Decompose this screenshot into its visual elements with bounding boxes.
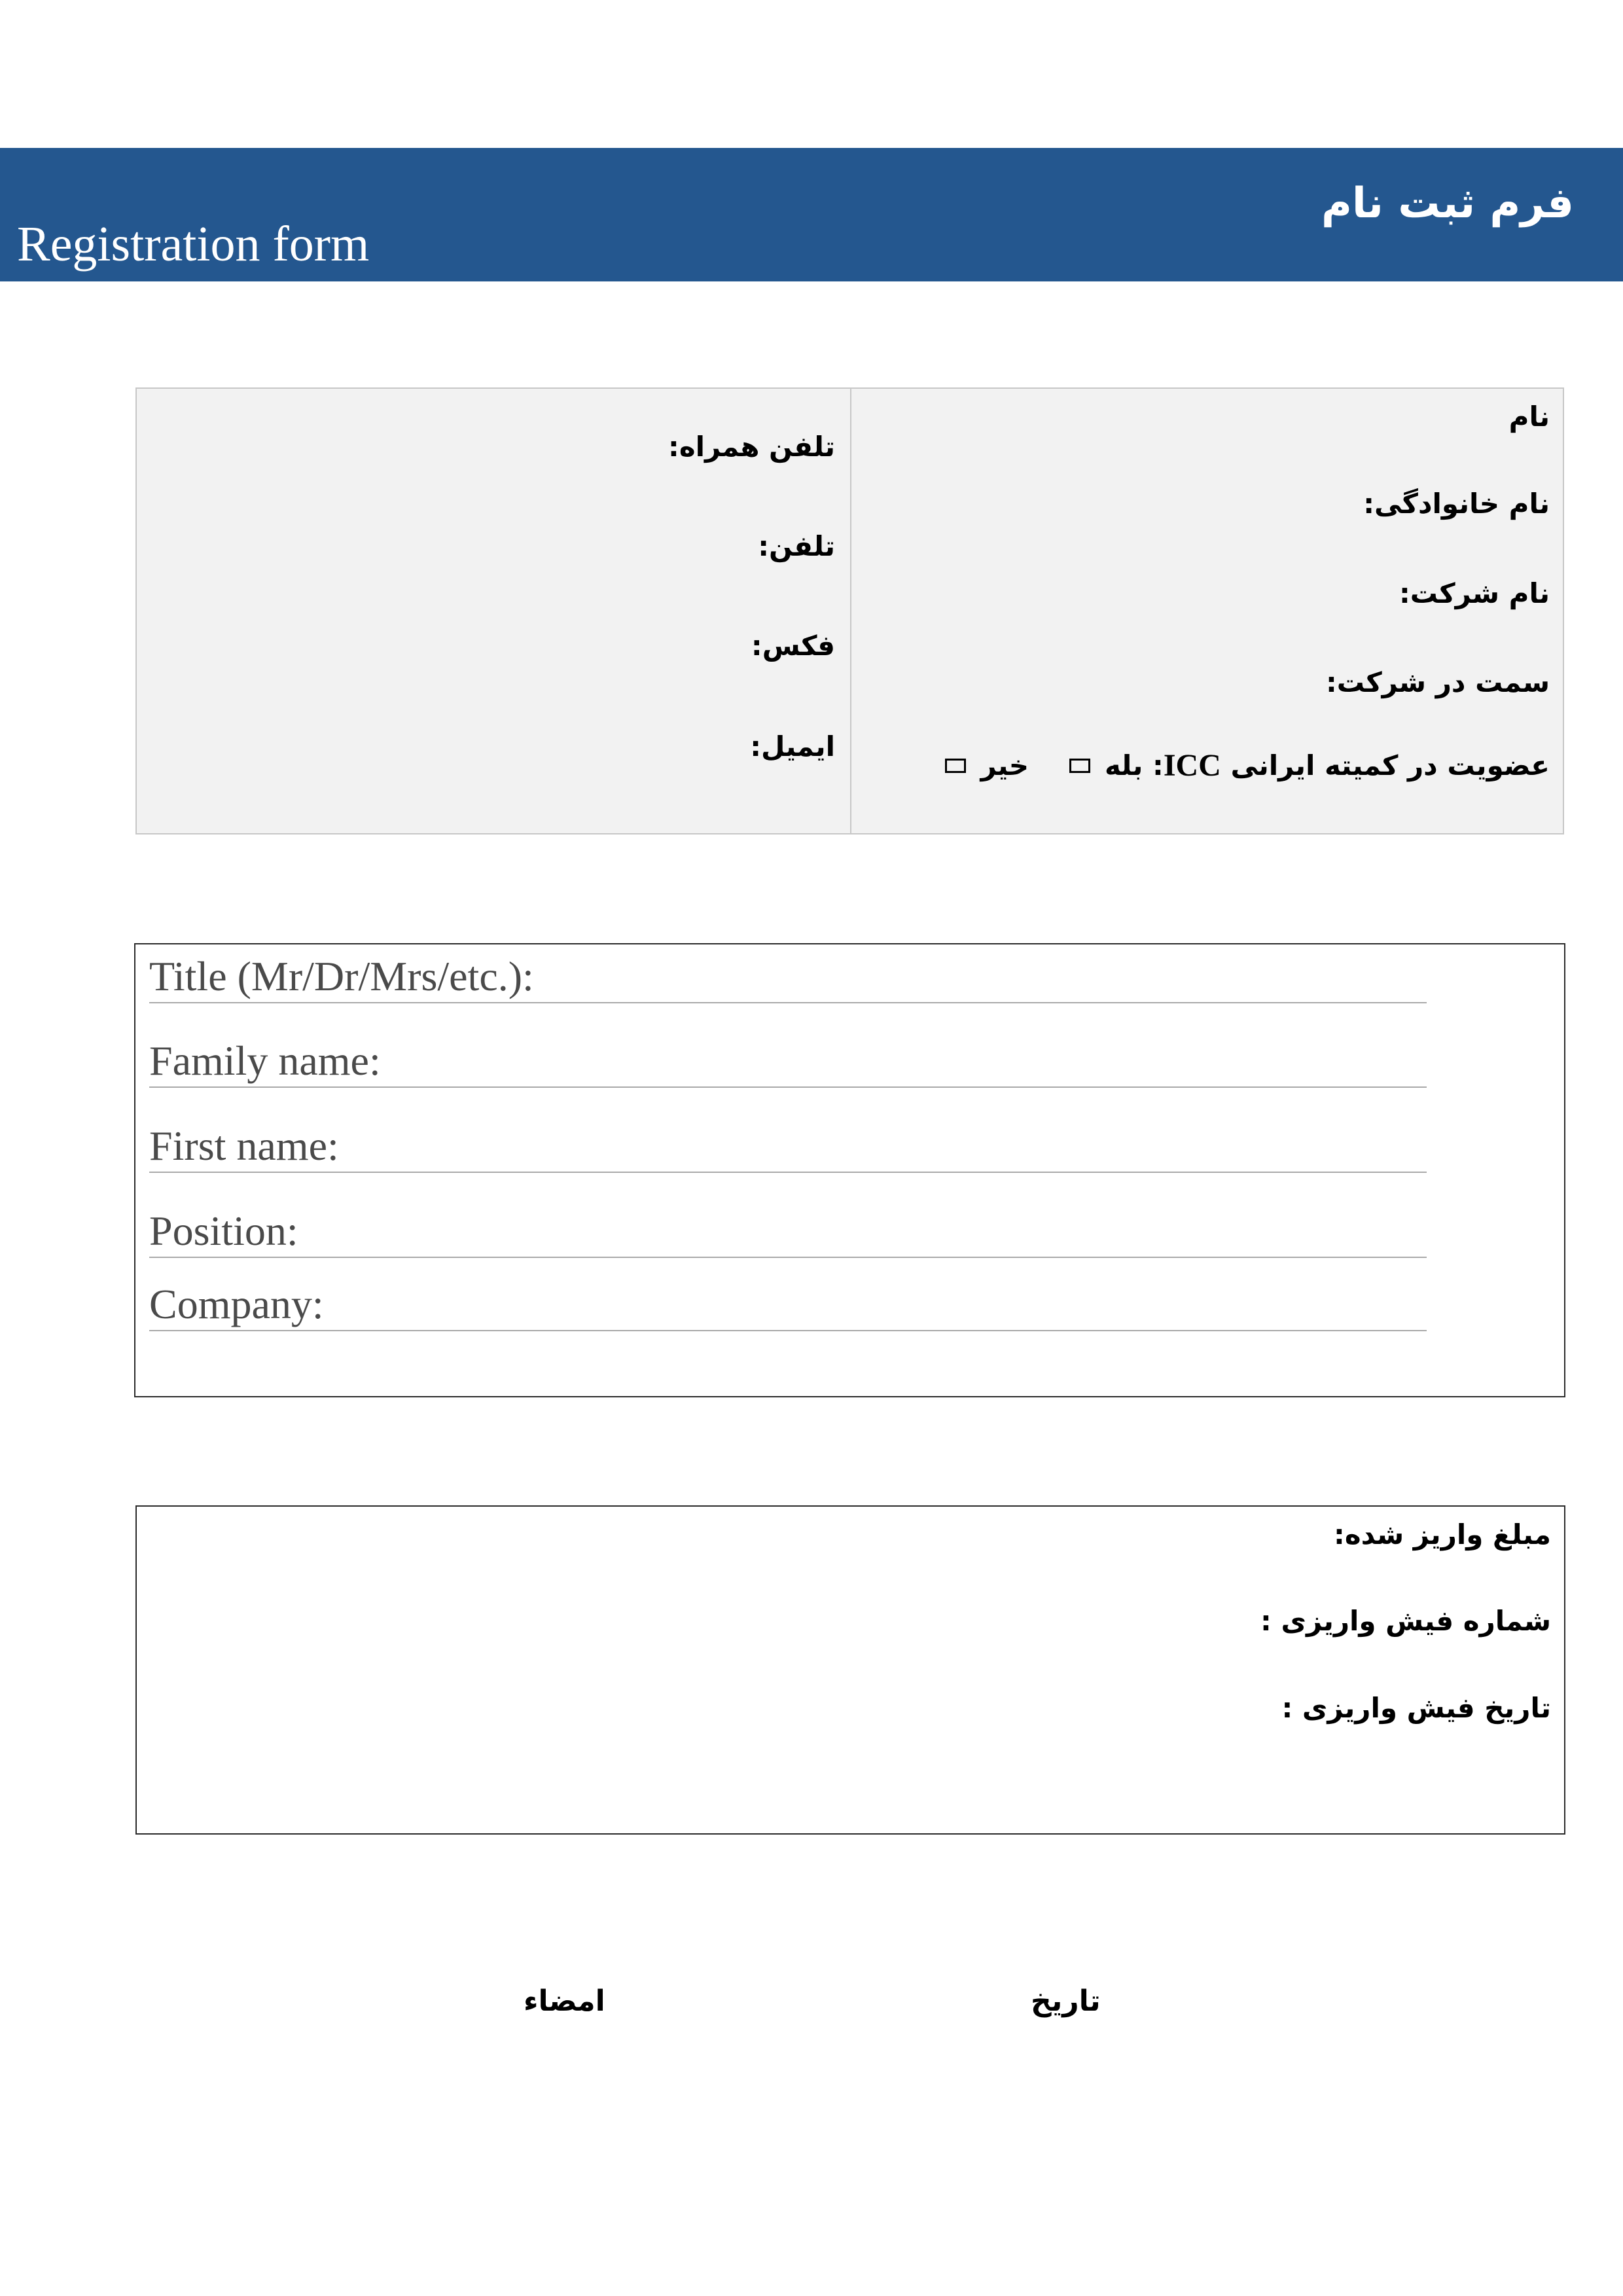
first-name-label: First name: bbox=[149, 1122, 339, 1169]
mobile-phone-fa-label[interactable]: تلفن همراه: bbox=[668, 431, 835, 463]
receipt-date-label[interactable]: تاریخ فیش واریزی : bbox=[1281, 1692, 1551, 1724]
date-label: تاریخ bbox=[1031, 1984, 1101, 2018]
amount-paid-label[interactable]: مبلغ واریز شده: bbox=[1334, 1518, 1551, 1551]
company-underline bbox=[149, 1330, 1427, 1331]
family-name-field[interactable] bbox=[149, 1029, 1427, 1088]
first-name-fa-label[interactable]: نام bbox=[1508, 401, 1550, 433]
header-banner bbox=[0, 148, 1623, 281]
fax-fa-label[interactable]: فکس: bbox=[751, 630, 835, 662]
no-label: خیر bbox=[980, 749, 1029, 781]
no-checkbox[interactable] bbox=[945, 759, 966, 773]
company-name-fa-label[interactable]: نام شرکت: bbox=[1399, 577, 1550, 609]
family-name-fa-label[interactable]: نام خانوادگی: bbox=[1363, 488, 1550, 520]
signature-label: امضاء bbox=[524, 1984, 605, 2018]
first-name-field[interactable] bbox=[149, 1114, 1427, 1173]
company-label: Company: bbox=[149, 1281, 324, 1327]
title-field[interactable] bbox=[149, 944, 1427, 1003]
company-field[interactable] bbox=[149, 1272, 1427, 1331]
form-title-persian: فرم ثبت نام bbox=[1321, 179, 1574, 228]
form-title-english: Registration form bbox=[17, 217, 370, 272]
yes-checkbox[interactable] bbox=[1069, 759, 1090, 773]
receipt-number-label[interactable]: شماره فیش واریزی : bbox=[1260, 1605, 1551, 1637]
position-label: Position: bbox=[149, 1208, 298, 1254]
family-name-label: Family name: bbox=[149, 1037, 381, 1084]
payment-info-box bbox=[135, 1505, 1565, 1835]
column-divider bbox=[850, 389, 851, 833]
persian-personal-info-box bbox=[135, 387, 1564, 834]
membership-colon: : bbox=[1152, 749, 1164, 781]
position-field[interactable] bbox=[149, 1199, 1427, 1258]
position-fa-label[interactable]: سمت در شرکت: bbox=[1325, 666, 1550, 698]
icc-membership-row bbox=[931, 747, 1550, 783]
position-underline bbox=[149, 1257, 1427, 1258]
membership-icc: ICC bbox=[1163, 748, 1221, 783]
email-fa-label[interactable]: ایمیل: bbox=[750, 730, 835, 762]
family-name-underline bbox=[149, 1086, 1427, 1088]
phone-fa-label[interactable]: تلفن: bbox=[758, 530, 835, 562]
english-info-box bbox=[134, 943, 1565, 1397]
title-label: Title (Mr/Dr/Mrs/etc.): bbox=[149, 953, 534, 999]
title-underline bbox=[149, 1002, 1427, 1003]
yes-label: بله bbox=[1105, 749, 1143, 781]
membership-label: عضویت در کمیته ایرانی bbox=[1230, 749, 1550, 781]
first-name-underline bbox=[149, 1172, 1427, 1173]
